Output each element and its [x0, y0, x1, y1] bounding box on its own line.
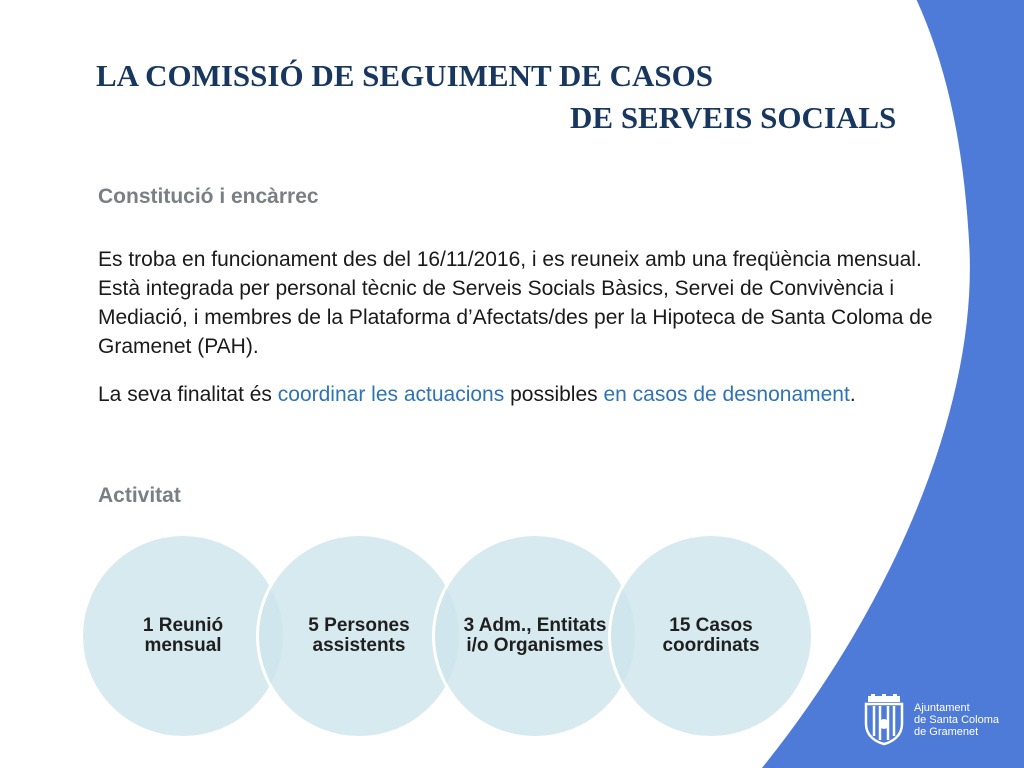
coat-of-arms-icon — [862, 694, 906, 746]
ajuntament-logo-text: Ajuntament de Santa Coloma de Gramenet — [914, 702, 999, 738]
description-paragraph: Es troba en funcionament des del 16/11/2016, i es reuneix amb una freqüència mensual. Està integrada per personal tècnic de Serveis Socials Bàsics, Servei de Convivència i Mediació, i membres de la Plataforma d’Afectats/des per la Hipoteca de Santa Coloma de Gramenet (PAH). — [98, 248, 933, 358]
activity-circle-casos — [608, 533, 814, 739]
purpose-text-2: possibles — [504, 383, 604, 406]
section-heading-constitucio: Constitució i encàrrec — [98, 185, 319, 208]
purpose-highlight-desnonament: en casos de desnonament — [603, 383, 850, 406]
activity-label-reunio: 1 Reunió mensual — [142, 615, 224, 656]
purpose-highlight-coordinar: coordinar les actuacions — [277, 383, 505, 406]
activity-label-persones: 5 Persones assistents — [308, 615, 410, 656]
activity-label-casos: 15 Casos coordinats — [662, 615, 760, 656]
purpose-text-3: . — [849, 383, 856, 406]
activity-label-entitats: 3 Adm., Entitats i/o Organismes — [463, 615, 607, 656]
purpose-paragraph — [98, 380, 948, 409]
ajuntament-logo — [862, 694, 1004, 746]
section-heading-activitat: Activitat — [98, 484, 181, 507]
page-title-line1: LA COMISSIÓ DE SEGUIMENT DE CASOS — [96, 58, 714, 93]
purpose-text-1: La seva finalitat és — [98, 383, 278, 406]
page-title-line2: DE SERVEIS SOCIALS — [570, 100, 897, 135]
